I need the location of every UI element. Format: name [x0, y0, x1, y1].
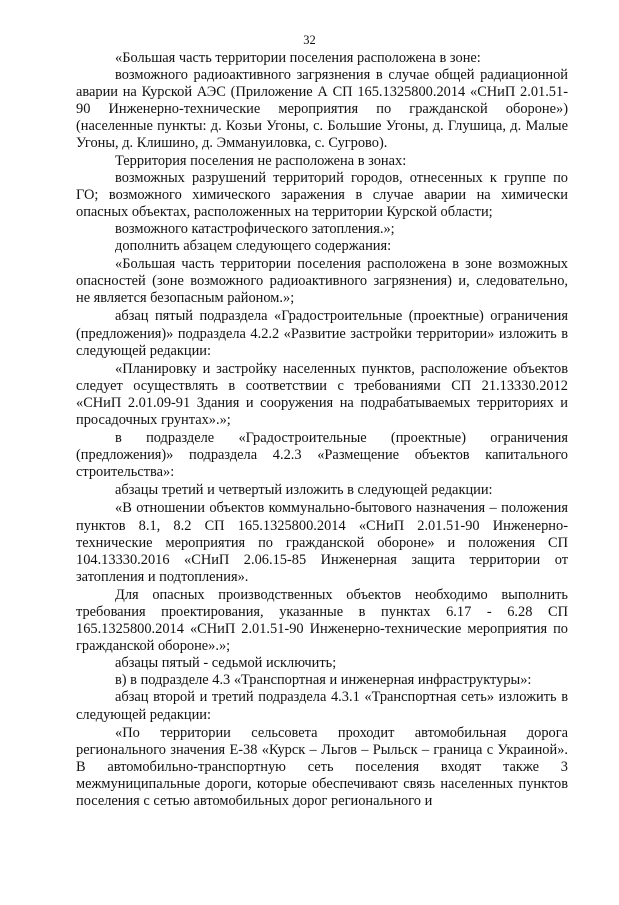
paragraph: возможных разрушений территорий городов, отнесенных к группе по ГО; возможного химического заражения в случае аварии на химически опасных объектах, расположенных на территории Курской области;	[76, 169, 568, 220]
paragraph: возможного радиоактивного загрязнения в случае общей радиационной аварии на Курской АЭС (Приложение А СП 165.1325800.2014 «СНиП 2.01.51-90 Инженерно-технические мероприятия по гражданской обороне») (населенные пункты: д. Козьи Угоны, с. Большие Угоны, д. Глушица, д. Малые Угоны, д. Клишино, д. Эммануиловка, с. Сугрово).	[76, 67, 568, 152]
paragraph: возможного катастрофического затопления.»;	[115, 220, 395, 237]
paragraph: в подразделе «Градостроительные (проектные) ограничения (предложения)» подраздела 4.2.3 «Размещение объектов капитального строительства»:	[76, 430, 568, 481]
paragraph: в) в подразделе 4.3 «Транспортная и инженерная инфраструктуры»:	[115, 672, 532, 689]
paragraph: «В отношении объектов коммунально-бытового назначения – положения пунктов 8.1, 8.2 СП 165.1325800.2014 «СНиП 2.01.51-90 Инженерно-технические мероприятия по гражданской обороне» и положения СП 104.13330.2016 «СНиП 2.06.15-85 Инженерная защита территории от затопления и подтопления».	[76, 500, 568, 585]
page-number: 32	[303, 33, 316, 47]
paragraph: Территория поселения не расположена в зонах:	[115, 152, 407, 169]
paragraph: дополнить абзацем следующего содержания:	[115, 238, 392, 255]
paragraph: абзацы третий и четвертый изложить в следующей редакции:	[115, 482, 493, 499]
paragraph: «Большая часть территории поселения расположена в зоне возможных опасностей (зоне возможного радиоактивного загрязнения) и, следовательно, не является безопасным районом.»;	[76, 256, 568, 307]
paragraph: «По территории сельсовета проходит автомобильная дорога регионального значения Е-38 «Курск – Льгов – Рыльск – граница с Украиной». В автомобильно-транспортную сеть поселения входят также 3 межмуниципальные дороги, которые обеспечивают связь населенных пунктов поселения с сетью автомобильных дорог регионального и	[76, 724, 568, 810]
paragraph: Для опасных производственных объектов необходимо выполнить требования проектирования, указанные в пунктах 6.17 - 6.28 СП 165.1325800.2014 «СНиП 2.01.51-90 Инженерно-технические мероприятия по гражданской обороне».»;	[76, 586, 568, 655]
paragraph: абзацы пятый - седьмой исключить;	[115, 655, 337, 672]
paragraph: «Планировку и застройку населенных пунктов, расположение объектов следует осуществлять в соответствии с требованиями СП 21.13330.2012 «СНиП 2.01.09-91 Здания и сооружения на подрабатываемых территориях и просадочных грунтах».»;	[76, 360, 568, 428]
document-body	[76, 50, 568, 810]
paragraph: абзац второй и третий подраздела 4.3.1 «Транспортная сеть» изложить в следующей редакции:	[76, 689, 568, 723]
paragraph: «Большая часть территории поселения расположена в зоне:	[115, 50, 481, 66]
paragraph: абзац пятый подраздела «Градостроительные (проектные) ограничения (предложения)» подраздела 4.2.2 «Развитие застройки территории» изложить в следующей редакции:	[76, 308, 568, 359]
